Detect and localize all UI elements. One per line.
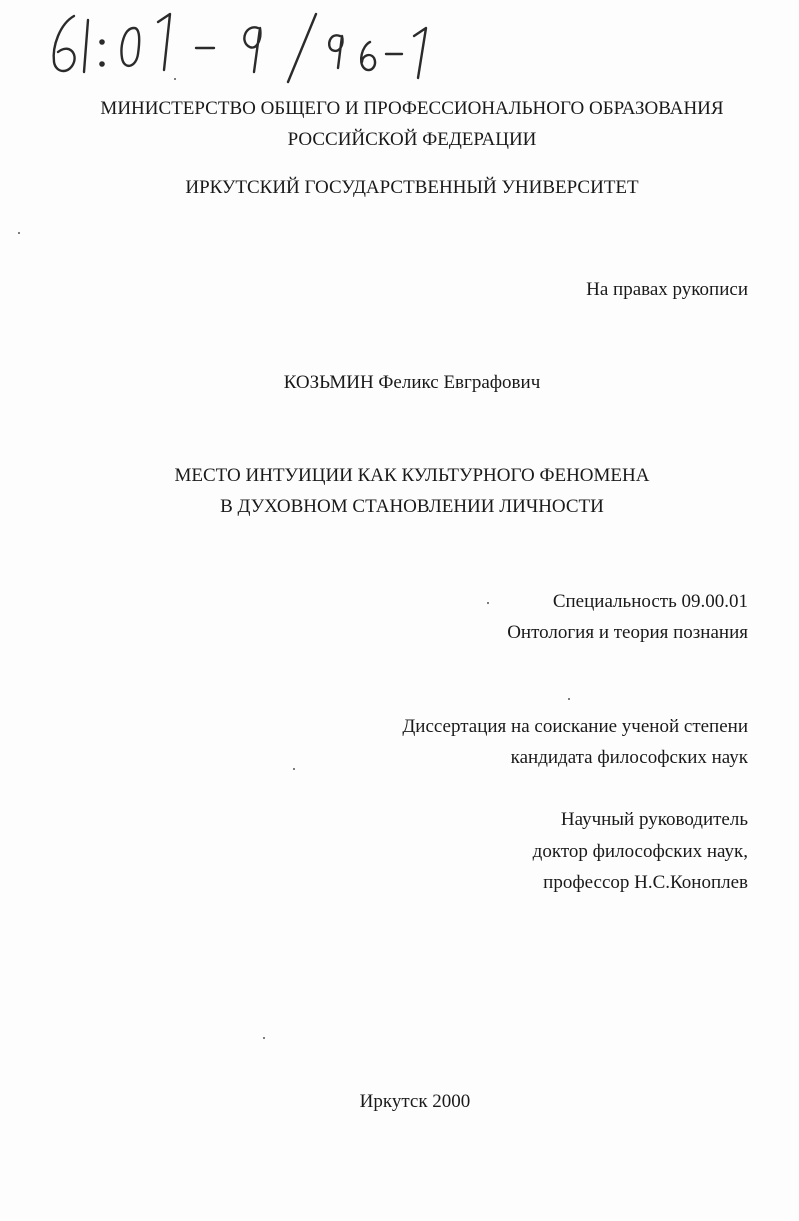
specialty-name: Онтология и теория познания — [507, 622, 748, 643]
author-name: КОЗЬМИН Феликс Евграфович — [283, 372, 541, 393]
supervisor-label: Научный руководитель — [560, 809, 748, 830]
scan-speck — [263, 1037, 265, 1039]
degree-line-2: кандидата философских наук — [510, 747, 748, 768]
specialty-code: Специальность 09.00.01 — [552, 591, 748, 612]
scan-speck — [487, 602, 489, 604]
ministry-line-1: МИНИСТЕРСТВО ОБЩЕГО И ПРОФЕССИОНАЛЬНОГО ОБРАЗОВАНИЯ — [100, 98, 724, 119]
scan-speck — [293, 768, 295, 770]
scan-speck — [174, 78, 176, 80]
manuscript-note: На правах рукописи — [586, 279, 748, 300]
degree-line-1: Диссертация на соискание ученой степени — [402, 716, 748, 737]
university-name: ИРКУТСКИЙ ГОСУДАРСТВЕННЫЙ УНИВЕРСИТЕТ — [185, 177, 639, 198]
ministry-line-2: РОССИЙСКОЙ ФЕДЕРАЦИИ — [287, 129, 537, 150]
supervisor-degree: доктор философских наук, — [532, 841, 748, 862]
supervisor-name: профессор Н.С.Коноплев — [543, 872, 748, 893]
title-line-1: МЕСТО ИНТУИЦИИ КАК КУЛЬТУРНОГО ФЕНОМЕНА — [174, 465, 650, 486]
handwritten-archive-code — [40, 6, 440, 90]
city-year: Иркутск 2000 — [359, 1091, 471, 1112]
scan-speck — [568, 698, 570, 700]
scan-speck — [18, 232, 20, 234]
title-line-2: В ДУХОВНОМ СТАНОВЛЕНИИ ЛИЧНОСТИ — [220, 496, 604, 517]
